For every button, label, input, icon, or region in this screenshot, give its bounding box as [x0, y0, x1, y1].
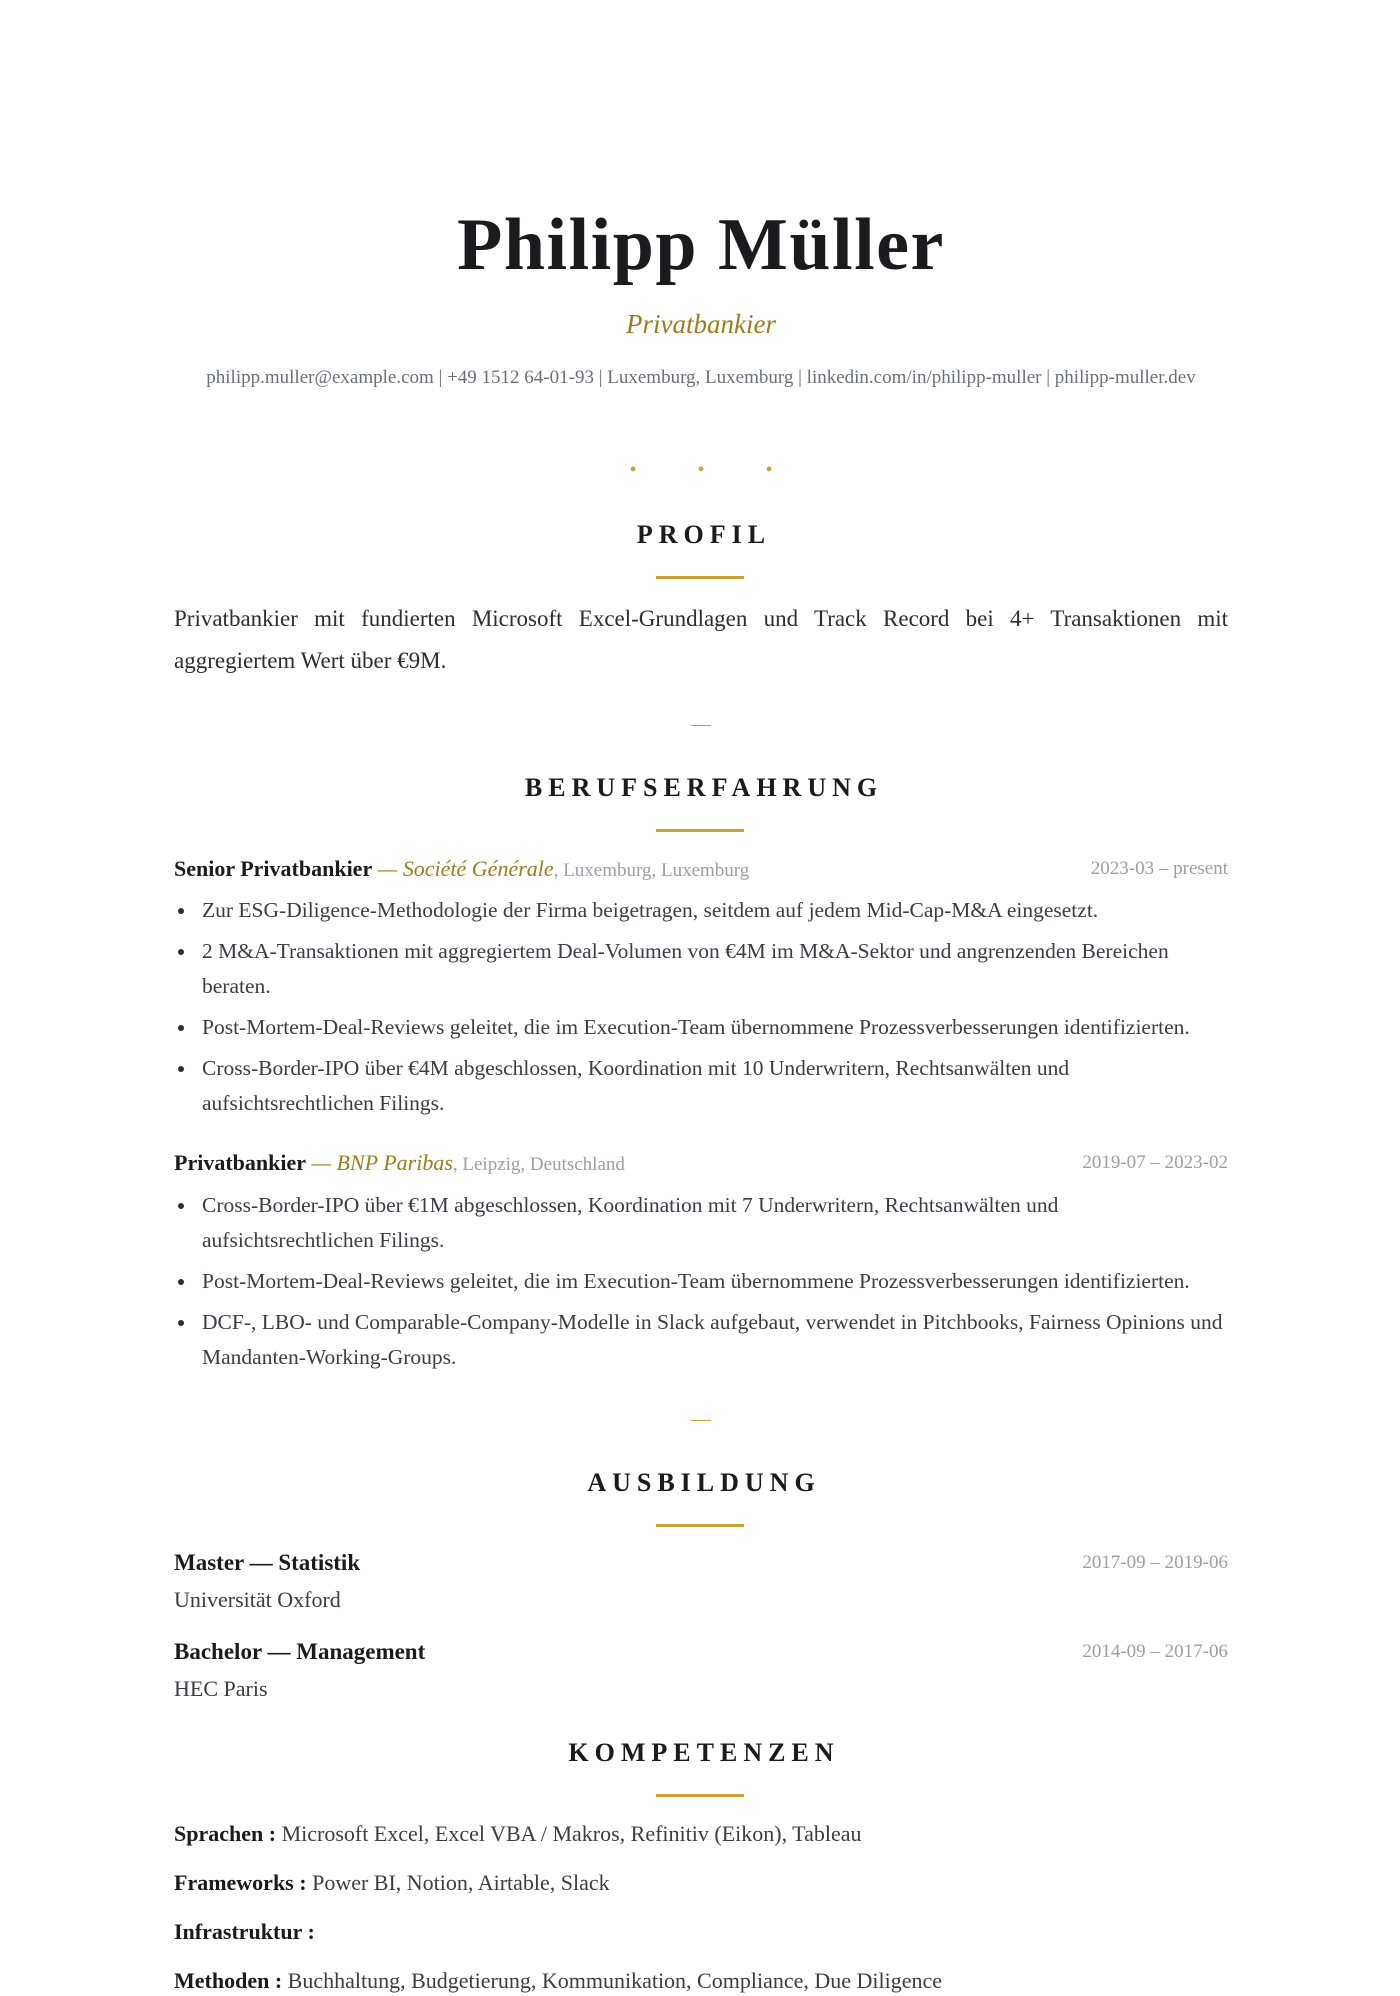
job-bullet: DCF-, LBO- und Comparable-Company-Modelle in Slack aufgebaut, verwendet in Pitchbooks, Fairness Opinions und Mandanten-Working-Groups. — [202, 1305, 1228, 1375]
skill-value: Microsoft Excel, Excel VBA / Makros, Refinitiv (Eikon), Tableau — [276, 1821, 862, 1846]
skill-row — [174, 1966, 1228, 1996]
job-bullet-list — [174, 1188, 1228, 1381]
header-dots-divider: • • • — [629, 459, 801, 481]
section-title-education: AUSBILDUNG — [587, 1468, 821, 1497]
job-dates: 2023-03 – present — [1090, 858, 1228, 879]
section-underline — [656, 576, 744, 579]
job-dates: 2019-07 – 2023-02 — [1082, 1152, 1228, 1173]
skill-label: Infrastruktur : — [174, 1919, 315, 1944]
section-dash-divider: — — [691, 713, 711, 735]
skill-label: Frameworks : — [174, 1870, 307, 1895]
section-underline — [656, 1524, 744, 1527]
education-school: HEC Paris — [174, 1676, 268, 1701]
job-bullet: Cross-Border-IPO über €1M abgeschlossen, Koordination mit 7 Underwritern, Rechtsanwälten und aufsichtsrechtlichen Filings. — [202, 1188, 1228, 1258]
contact-line: philipp.muller@example.com | +49 1512 64-01-93 | Luxemburg, Luxemburg | linkedin.com/in/philipp-muller | philipp-muller.dev — [206, 367, 1196, 388]
job-header — [174, 1148, 1228, 1180]
education-header — [174, 1548, 1228, 1578]
skill-label: Sprachen : — [174, 1821, 277, 1846]
job-bullet: Post-Mortem-Deal-Reviews geleitet, die im Execution-Team übernommene Prozessverbesserungen identifizierten. — [202, 1264, 1228, 1299]
job-bullet: Post-Mortem-Deal-Reviews geleitet, die im Execution-Team übernommene Prozessverbesserungen identifizierten. — [202, 1010, 1228, 1045]
candidate-name: Philipp Müller — [457, 204, 945, 286]
job-company: — Société Générale — [377, 856, 554, 881]
job-company: — BNP Paribas — [311, 1150, 453, 1175]
job-bullet: Cross-Border-IPO über €4M abgeschlossen, Koordination mit 10 Underwritern, Rechtsanwälten und aufsichtsrechtlichen Filings. — [202, 1051, 1228, 1121]
candidate-title: Privatbankier — [626, 309, 776, 339]
skill-value: Power BI, Notion, Airtable, Slack — [306, 1870, 610, 1895]
section-title-experience: BERUFSERFAHRUNG — [524, 773, 884, 802]
section-underline — [656, 829, 744, 832]
education-header — [174, 1637, 1228, 1667]
job-location: , Leipzig, Deutschland — [452, 1154, 625, 1175]
job-bullet: 2 M&A-Transaktionen mit aggregiertem Deal-Volumen von €4M im M&A-Sektor und angrenzenden Bereichen beraten. — [202, 934, 1228, 1004]
section-underline — [656, 1794, 744, 1797]
education-dates: 2017-09 – 2019-06 — [1082, 1552, 1228, 1573]
job-header — [174, 854, 1228, 886]
education-school: Universität Oxford — [174, 1587, 341, 1612]
job-bullet-list — [174, 893, 1228, 1127]
section-title-profile: PROFIL — [636, 520, 772, 549]
skill-label: Methoden : — [174, 1968, 283, 1993]
skill-row — [174, 1819, 1228, 1849]
section-dash-divider: — — [691, 1408, 711, 1430]
section-title-skills: KOMPETENZEN — [568, 1738, 840, 1767]
education-dates: 2014-09 – 2017-06 — [1082, 1641, 1228, 1662]
job-role: Privatbankier — [174, 1150, 306, 1175]
education-degree: Bachelor — Management — [174, 1639, 426, 1664]
job-role: Senior Privatbankier — [174, 856, 373, 881]
profile-text: Privatbankier mit fundierten Microsoft Excel-Grundlagen und Track Record bei 4+ Transaktionen mit aggregiertem Wert über €9M. — [174, 606, 1228, 673]
skill-row — [174, 1868, 1228, 1898]
skill-row — [174, 1917, 1228, 1947]
job-location: , Luxemburg, Luxemburg — [553, 860, 750, 881]
education-degree: Master — Statistik — [174, 1550, 361, 1575]
job-bullet: Zur ESG-Diligence-Methodologie der Firma beigetragen, seitdem auf jedem Mid-Cap-M&A eingesetzt. — [202, 893, 1228, 928]
skill-value: Buchhaltung, Budgetierung, Kommunikation, Compliance, Due Diligence — [282, 1968, 943, 1993]
